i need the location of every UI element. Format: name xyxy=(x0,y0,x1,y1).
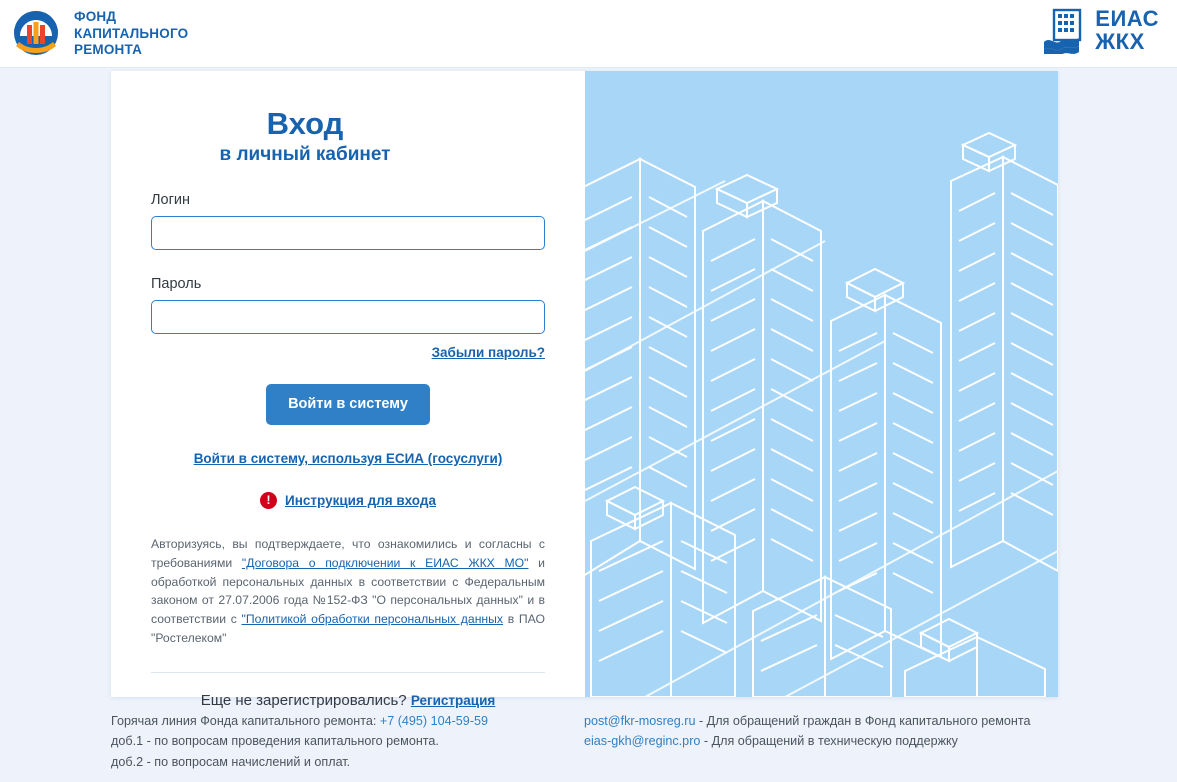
hotline-ext-2: доб.2 - по вопросам начислений и оплат. xyxy=(111,754,351,769)
email-link-support[interactable]: eias-gkh@reginc.pro xyxy=(584,734,701,749)
eias-brand-line-1: ЕИАС xyxy=(1095,6,1159,32)
hotline-phone-link[interactable]: +7 (495) 104-59-59 xyxy=(379,714,489,728)
instruction-link[interactable]: Инструкция для входа xyxy=(285,492,436,508)
footer-emails xyxy=(584,711,1144,752)
email-row-1 xyxy=(584,711,1144,731)
legal-part-1: Авторизуясь, вы подтверждаете, что ознакомились и согласны с требованиями xyxy=(151,536,545,570)
email-desc-support: - Для обращений в техническую поддержку xyxy=(700,734,958,749)
fkr-brand-line-3: РЕМОНТА xyxy=(74,42,143,58)
register-link[interactable]: Регистрация xyxy=(410,693,496,709)
forgot-password-link[interactable]: Забыли пароль? xyxy=(431,344,545,360)
hotline-row xyxy=(111,711,571,731)
esia-login-link[interactable]: Войти в систему, используя ЕСИА (госуслуги) xyxy=(193,450,503,466)
legal-text xyxy=(151,535,545,648)
login-card xyxy=(111,71,1058,710)
footer-contacts xyxy=(111,711,571,772)
username-input[interactable] xyxy=(151,216,545,250)
username-label: Логин xyxy=(151,191,190,208)
instruction-row xyxy=(151,492,545,509)
city-illustration xyxy=(585,71,1058,697)
divider xyxy=(151,672,545,673)
legal-part-2: и обработкой персональных данных в соответствии с Федеральным законом от 27.07.2006 года №152-ФЗ "О персональных данных" и в соответствии с xyxy=(151,555,545,627)
fkr-brand-line-1: ФОНД xyxy=(74,9,117,25)
eias-logo-icon xyxy=(1042,8,1086,54)
eias-brand-line-2: ЖКХ xyxy=(1095,29,1145,54)
password-input[interactable] xyxy=(151,300,545,334)
esia-row xyxy=(151,450,545,468)
agreement-link[interactable]: "Договора о подключении к ЕИАС ЖКХ МО" xyxy=(241,555,529,570)
login-form-pane xyxy=(111,71,585,710)
fkr-brand-line-2: КАПИТАЛЬНОГО xyxy=(74,25,189,41)
page-title: Вход xyxy=(266,106,344,141)
legal-part-3: в ПАО "Ростелеком" xyxy=(151,612,545,646)
login-submit-button[interactable]: Войти в систему xyxy=(266,384,430,425)
forgot-password-row xyxy=(151,344,545,362)
email-link-citizens[interactable]: post@fkr-mosreg.ru xyxy=(584,714,696,728)
hotline-label: Горячая линия Фонда капитального ремонта: xyxy=(111,714,380,728)
fkr-logo-icon xyxy=(8,6,64,62)
fkr-brand-title xyxy=(74,9,188,58)
eias-brand-title xyxy=(1095,8,1159,54)
register-question: Еще не зарегистрировались? xyxy=(200,692,407,710)
warning-icon: ! xyxy=(260,492,277,509)
hotline-ext-1: доб.1 - по вопросам проведения капитального ремонта. xyxy=(111,734,439,749)
email-desc-citizens: - Для обращений граждан в Фонд капитального ремонта xyxy=(695,714,1031,728)
submit-row xyxy=(151,384,545,425)
fkr-brand xyxy=(8,6,188,62)
register-row xyxy=(151,692,545,709)
email-row-2 xyxy=(584,731,1144,751)
password-label: Пароль xyxy=(151,275,202,292)
eias-brand xyxy=(1042,8,1159,54)
privacy-policy-link[interactable]: "Политикой обработки персональных данных xyxy=(241,612,504,627)
page-subtitle: в личный кабинет xyxy=(219,143,391,165)
page-header xyxy=(0,0,1177,68)
